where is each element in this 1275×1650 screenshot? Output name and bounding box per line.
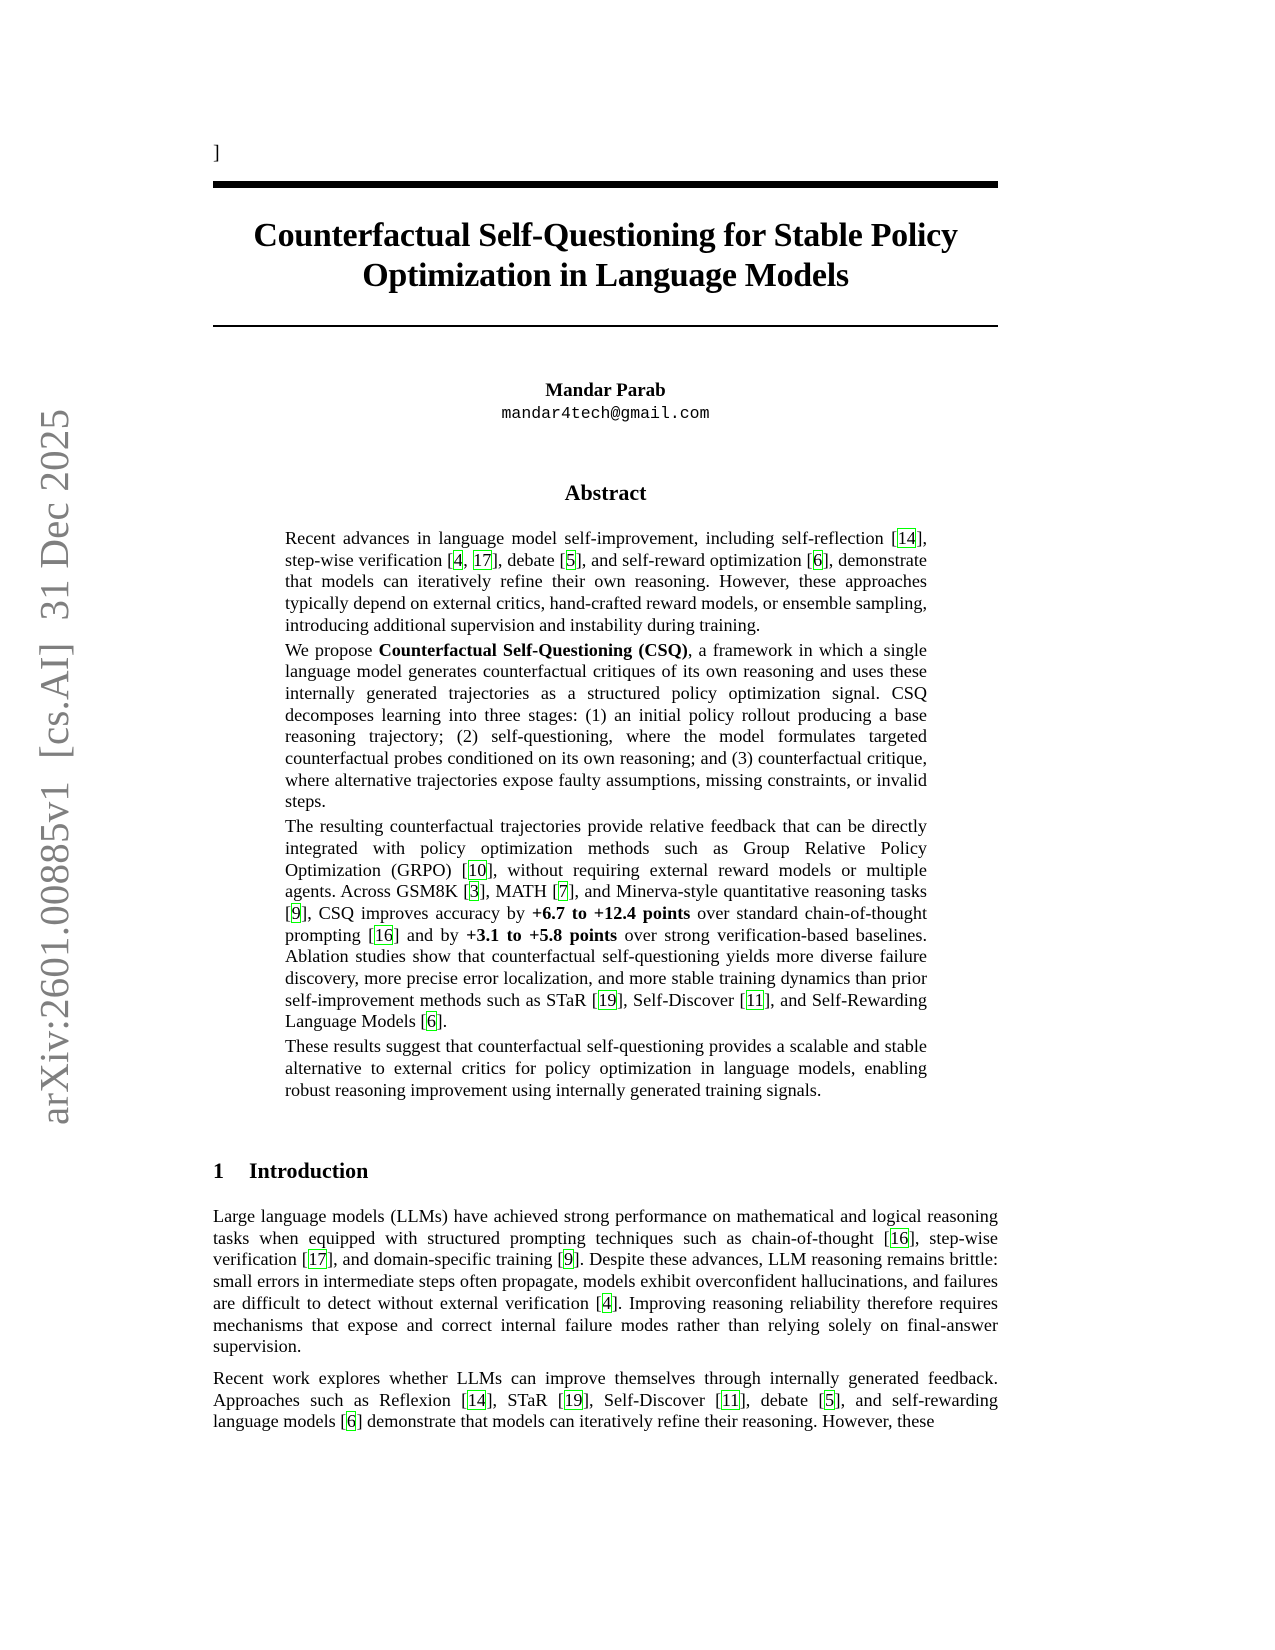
arxiv-id: arXiv:2601.00885v1 <box>31 780 77 1125</box>
citation-link[interactable]: 17 <box>308 1249 327 1270</box>
citation-link[interactable]: 4 <box>453 549 463 570</box>
text: ], and Minerva-style quantitative reasoning tasks [ <box>285 881 927 923</box>
title-line-2: Optimization in Language Models <box>362 257 849 294</box>
header-bracket: ] <box>213 142 220 164</box>
title-top-rule <box>213 181 998 188</box>
citation-link[interactable]: 11 <box>721 1389 740 1410</box>
text: ] demonstrate that models can iteratively refine their reasoning. However, these <box>356 1411 935 1432</box>
result-highlight: +3.1 to +5.8 points <box>466 924 618 945</box>
text: over standard chain-of-thought prompting [ <box>285 902 928 945</box>
text: Recent advances in language model self-improvement, including self-reflection [ <box>285 528 898 548</box>
section-title: Introduction <box>249 1158 369 1183</box>
text: ]. Improving reasoning reliability therefore requires mechanisms that expose and correct internal failure modes rather than relying solely on final-answer supervision. <box>213 1292 998 1357</box>
text: over strong verification-based baselines. Ablation studies show that counterfactual self-questioning yields more diverse failure discovery, more precise error localization, and more stable training dynamics than prior self-improvement methods such as STaR [ <box>285 924 927 1010</box>
citation-link[interactable]: 16 <box>374 924 393 945</box>
abstract-paragraph-2 <box>285 640 927 814</box>
abstract-heading: Abstract <box>564 480 647 505</box>
text: We propose <box>285 639 379 660</box>
text: , <box>463 549 473 570</box>
abstract-paragraph-4: These results suggest that counterfactual self-questioning provides a scalable and stable alternative to external critics for policy optimization in language models, enabling robust reasoning improvement using internally generated training signals. <box>285 1036 927 1100</box>
text: ], debate [ <box>739 1389 825 1410</box>
text: ]. Despite these advances, LLM reasoning remains brittle: small errors in intermediate steps often propagate, models exhibit overconfident hallucinations, and failures are difficult to detect without external verification [ <box>213 1249 998 1313</box>
section-heading-introduction <box>213 1157 368 1185</box>
text: ], MATH [ <box>479 881 559 902</box>
text: ]. <box>436 1011 448 1032</box>
abstract-paragraph-3 <box>285 816 927 1033</box>
text: ], STaR [ <box>486 1389 564 1410</box>
text: ], and self-rewarding language models [ <box>213 1389 998 1432</box>
citation-link[interactable]: 6 <box>426 1011 437 1032</box>
method-name: Counterfactual Self-Questioning (CSQ) <box>378 639 688 660</box>
author-email[interactable]: mandar4tech@gmail.com <box>501 404 710 423</box>
arxiv-category: [cs.AI] <box>31 642 77 759</box>
abstract-body <box>285 528 927 1104</box>
text: ], debate [ <box>491 549 566 570</box>
citation-link[interactable]: 3 <box>469 881 479 902</box>
citation-link[interactable]: 7 <box>558 881 568 902</box>
title-bottom-rule <box>213 325 998 327</box>
citation-link[interactable]: 14 <box>467 1389 486 1410</box>
citation-link[interactable]: 6 <box>813 549 823 570</box>
introduction-body <box>213 1206 998 1443</box>
text: ], Self-Discover [ <box>583 1389 722 1410</box>
citation-link[interactable]: 5 <box>824 1389 835 1410</box>
intro-paragraph-1 <box>213 1206 998 1358</box>
text: ], CSQ improves accuracy by <box>301 902 532 923</box>
text: ], step-wise verification [ <box>285 528 927 570</box>
text: ], step-wise verification [ <box>213 1227 998 1270</box>
text: , a framework in which a single language model generates counterfactual critiques of its own reasoning and uses these internally generated trajectories as a structured policy optimization signal. CSQ decomposes learning into three stages: (1) an initial policy rollout producing a base reasoning trajectory; (2) self-questioning, where the model formulates targeted counterfactual probes conditioned on its own reasoning; and (3) counterfactual critique, where alternative trajectories expose faulty assumptions, missing constraints, or invalid steps. <box>285 639 928 812</box>
citation-link[interactable]: 9 <box>563 1249 574 1270</box>
text: ], and domain-specific training [ <box>327 1249 564 1270</box>
citation-link[interactable]: 19 <box>564 1389 583 1410</box>
citation-link[interactable]: 10 <box>468 859 487 880</box>
text: ], and self-reward optimization [ <box>575 549 813 570</box>
citation-link[interactable]: 9 <box>291 902 301 923</box>
text: ], without requiring external reward models or multiple agents. Across GSM8K [ <box>285 859 927 902</box>
arxiv-stamp <box>30 409 78 1125</box>
arxiv-date: 31 Dec 2025 <box>31 408 77 621</box>
title-line-1: Counterfactual Self-Questioning for Stable Policy <box>253 217 958 254</box>
text: ], Self-Discover [ <box>617 989 746 1010</box>
citation-link[interactable]: 11 <box>746 989 764 1010</box>
citation-link[interactable]: 17 <box>473 549 492 570</box>
citation-link[interactable]: 6 <box>346 1411 356 1432</box>
text: ] and by <box>393 924 467 945</box>
text: Large language models (LLMs) have achieved strong performance on mathematical and logical reasoning tasks when equipped with structured prompting techniques such as chain-of-thought [ <box>213 1206 998 1248</box>
section-number: 1 <box>213 1158 224 1183</box>
abstract-paragraph-1 <box>285 528 927 637</box>
text: The resulting counterfactual trajectories provide relative feedback that can be directly integrated with policy optimization methods such as Group Relative Policy Optimization (GRPO) [ <box>285 816 927 880</box>
citation-link[interactable]: 4 <box>602 1292 612 1313</box>
paper-title <box>213 216 998 296</box>
citation-link[interactable]: 5 <box>566 549 576 570</box>
text: Recent work explores whether LLMs can improve themselves through internally generated feedback. Approaches such as Reflexion [ <box>213 1367 998 1410</box>
citation-link[interactable]: 14 <box>897 528 916 548</box>
text: ], demonstrate that models can iteratively refine their own reasoning. However, these approaches typically depend on external critics, hand-crafted reward models, or ensemble sampling, introducing additional supervision and instability during training. <box>285 549 927 635</box>
citation-link[interactable]: 19 <box>598 989 617 1010</box>
citation-link[interactable]: 16 <box>890 1227 909 1248</box>
text: ], and Self-Rewarding Language Models [ <box>285 989 927 1032</box>
intro-paragraph-2 <box>213 1368 998 1433</box>
result-highlight: +6.7 to +12.4 points <box>531 902 691 923</box>
author-name: Mandar Parab <box>545 380 666 401</box>
